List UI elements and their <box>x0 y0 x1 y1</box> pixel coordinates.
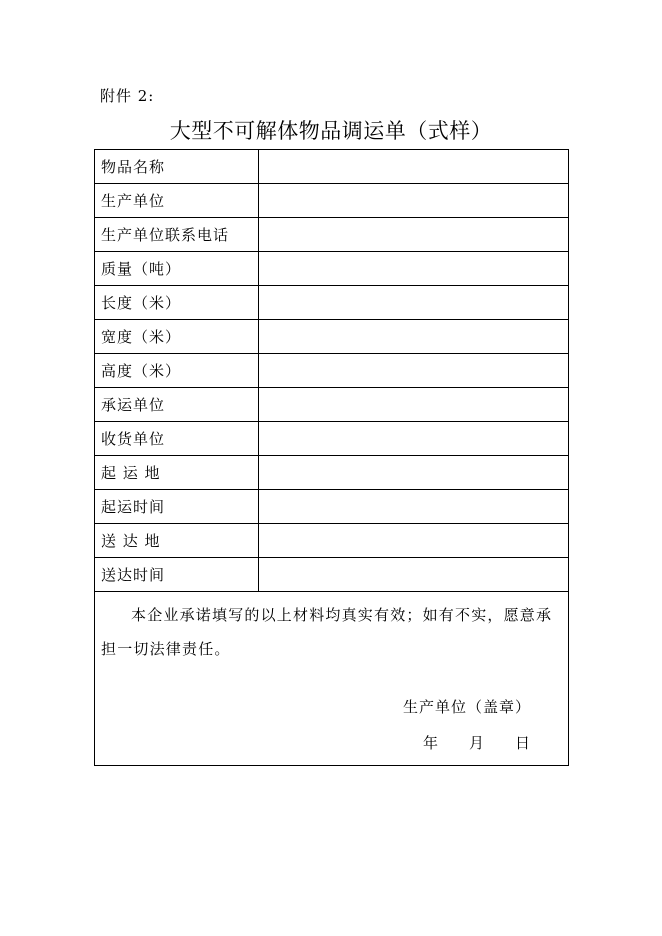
date-year: 年 <box>423 734 440 752</box>
signature-date <box>423 732 531 753</box>
table-row <box>95 150 569 184</box>
declaration-cell <box>95 592 569 766</box>
row-label: 送达时间 <box>95 558 259 592</box>
table-row <box>95 252 569 286</box>
table-row <box>95 490 569 524</box>
dispatch-form-table <box>94 149 569 766</box>
table-row <box>95 320 569 354</box>
date-day: 日 <box>515 734 532 752</box>
table-row <box>95 422 569 456</box>
row-label: 长度（米） <box>95 286 259 320</box>
declaration-text: 本企业承诺填写的以上材料均真实有效；如有不实，愿意承担一切法律责任。 <box>101 606 553 658</box>
row-value-field[interactable] <box>259 252 569 286</box>
row-label: 生产单位联系电话 <box>95 218 259 252</box>
row-label: 物品名称 <box>95 150 259 184</box>
row-value-field[interactable] <box>259 150 569 184</box>
row-label: 起运时间 <box>95 490 259 524</box>
row-value-field[interactable] <box>259 218 569 252</box>
table-row <box>95 558 569 592</box>
row-value-field[interactable] <box>259 456 569 490</box>
page-title: 大型不可解体物品调运单（式样） <box>169 119 493 143</box>
table-row <box>95 184 569 218</box>
row-value-field[interactable] <box>259 490 569 524</box>
row-label: 高度（米） <box>95 354 259 388</box>
row-label: 宽度（米） <box>95 320 259 354</box>
row-label: 起 运 地 <box>95 456 259 490</box>
row-value-field[interactable] <box>259 286 569 320</box>
row-value-field[interactable] <box>259 388 569 422</box>
row-label: 承运单位 <box>95 388 259 422</box>
row-value-field[interactable] <box>259 354 569 388</box>
row-label: 生产单位 <box>95 184 259 218</box>
declaration-row <box>95 592 569 766</box>
attachment-label: 附件 2: <box>100 87 155 105</box>
table-row <box>95 388 569 422</box>
table-row <box>95 354 569 388</box>
row-value-field[interactable] <box>259 184 569 218</box>
row-value-field[interactable] <box>259 422 569 456</box>
date-month: 月 <box>469 734 486 752</box>
table-row <box>95 456 569 490</box>
seal-label: 生产单位（盖章） <box>403 698 532 716</box>
row-label: 质量（吨） <box>95 252 259 286</box>
row-value-field[interactable] <box>259 558 569 592</box>
row-value-field[interactable] <box>259 524 569 558</box>
table-row <box>95 286 569 320</box>
row-value-field[interactable] <box>259 320 569 354</box>
row-label: 收货单位 <box>95 422 259 456</box>
row-label: 送 达 地 <box>95 524 259 558</box>
table-row <box>95 524 569 558</box>
table-row <box>95 218 569 252</box>
